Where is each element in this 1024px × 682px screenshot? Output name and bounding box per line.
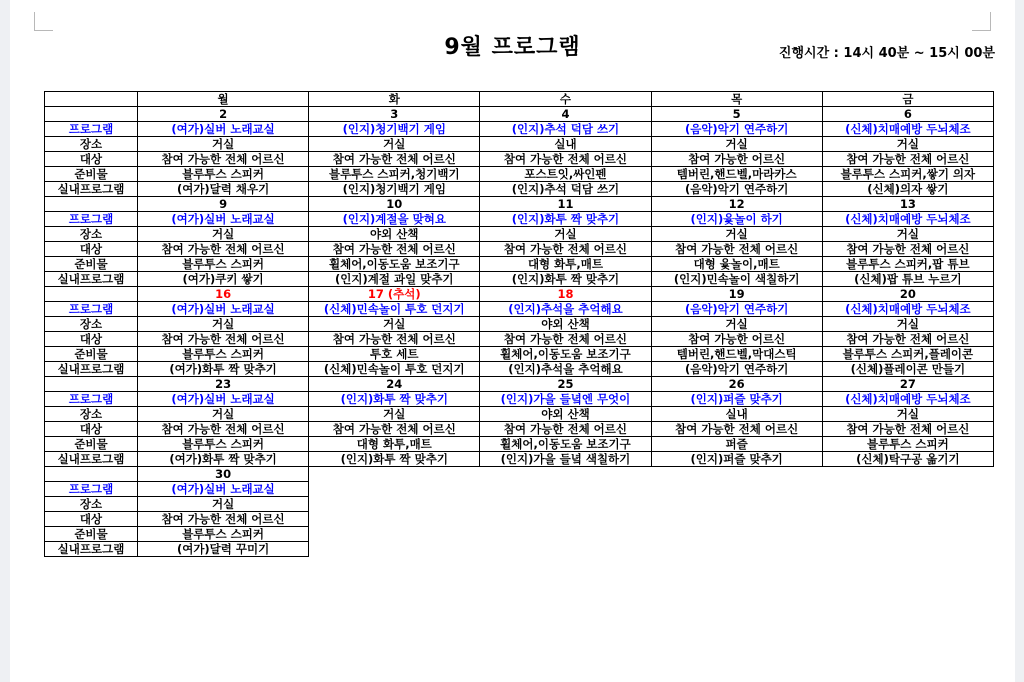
weekday-cell: 수	[480, 92, 651, 107]
supplies-label: 준비물	[45, 347, 138, 362]
time-info: 진행시간 : 14시 40분 ~ 15시 00분	[778, 46, 995, 61]
supplies-cell: 휠체어,이동도움 보조기구	[309, 257, 480, 272]
date-cell: 25	[480, 377, 651, 392]
program-label: 프로그램	[45, 392, 138, 407]
place-cell: 거실	[822, 317, 993, 332]
place-cell: 거실	[309, 137, 480, 152]
program-cell: (인지)퍼즐 맞추기	[651, 392, 822, 407]
week-2-date-row	[45, 197, 994, 212]
date-cell: 19	[651, 287, 822, 302]
place-cell: 야외 산책	[480, 407, 651, 422]
target-cell: 참여 가능한 전체 어르신	[480, 422, 651, 437]
date-cell: 11	[480, 197, 651, 212]
date-label-cell	[45, 377, 138, 392]
supplies-label: 준비물	[45, 167, 138, 182]
indoor-program-cell: (여가)달력 꾸미기	[138, 542, 309, 557]
week-3-indoor-program-row	[45, 362, 994, 377]
place-cell: 거실	[651, 137, 822, 152]
date-cell: 16	[138, 287, 309, 302]
supplies-cell: 대형 윷놀이,매트	[651, 257, 822, 272]
program-cell: (신체)치매예방 두뇌체조	[822, 122, 993, 137]
supplies-cell: 블루투스 스피커	[138, 167, 309, 182]
empty-cell	[309, 542, 480, 557]
week-3-target-row	[45, 332, 994, 347]
target-cell: 참여 가능한 전체 어르신	[138, 242, 309, 257]
program-label: 프로그램	[45, 302, 138, 317]
target-cell: 참여 가능한 전체 어르신	[822, 242, 993, 257]
target-cell: 참여 가능한 전체 어르신	[138, 422, 309, 437]
target-cell: 참여 가능한 전체 어르신	[138, 332, 309, 347]
empty-cell	[480, 512, 651, 527]
page-corner-mark	[972, 12, 991, 31]
empty-cell	[309, 497, 480, 512]
target-cell: 참여 가능한 전체 어르신	[480, 332, 651, 347]
supplies-cell: 블루투스 스피커	[138, 257, 309, 272]
place-cell: 거실	[138, 407, 309, 422]
program-cell: (신체)치매예방 두뇌체조	[822, 212, 993, 227]
date-label-cell	[45, 287, 138, 302]
empty-cell	[651, 512, 822, 527]
date-label-cell	[45, 107, 138, 122]
supplies-label: 준비물	[45, 437, 138, 452]
place-label: 장소	[45, 497, 138, 512]
target-cell: 참여 가능한 전체 어르신	[480, 152, 651, 167]
place-label: 장소	[45, 407, 138, 422]
empty-cell	[822, 467, 993, 482]
indoor-program-cell: (신체)의자 쌓기	[822, 182, 993, 197]
target-cell: 참여 가능한 어르신	[651, 152, 822, 167]
date-cell: 30	[138, 467, 309, 482]
indoor-program-label: 실내프로그램	[45, 452, 138, 467]
empty-cell	[822, 482, 993, 497]
week-4-place-row	[45, 407, 994, 422]
program-label: 프로그램	[45, 212, 138, 227]
indoor-program-cell: (인지)계절 과일 맞추기	[309, 272, 480, 287]
target-cell: 참여 가능한 전체 어르신	[822, 422, 993, 437]
document-page	[10, 0, 1015, 682]
indoor-program-cell: (신체)민속놀이 투호 던지기	[309, 362, 480, 377]
schedule-table	[44, 91, 994, 557]
supplies-cell: 블루투스 스피커,플레이콘	[822, 347, 993, 362]
date-cell: 23	[138, 377, 309, 392]
week-3-place-row	[45, 317, 994, 332]
week-1-program-row	[45, 122, 994, 137]
supplies-label: 준비물	[45, 527, 138, 542]
date-cell: 18	[480, 287, 651, 302]
indoor-program-cell: (음악)악기 연주하기	[651, 182, 822, 197]
program-cell: (신체)치매예방 두뇌체조	[822, 302, 993, 317]
week-5-place-row	[45, 497, 994, 512]
supplies-cell: 대형 화투,매트	[480, 257, 651, 272]
place-label: 장소	[45, 137, 138, 152]
date-cell: 3	[309, 107, 480, 122]
place-cell: 실내	[480, 137, 651, 152]
week-1-place-row	[45, 137, 994, 152]
empty-cell	[822, 497, 993, 512]
indoor-program-cell: (인지)화투 짝 맞추기	[309, 452, 480, 467]
supplies-cell: 템버린,핸드벨,막대스틱	[651, 347, 822, 362]
target-cell: 참여 가능한 전체 어르신	[651, 422, 822, 437]
week-5-date-row	[45, 467, 994, 482]
program-label: 프로그램	[45, 122, 138, 137]
indoor-program-cell: (여가)화투 짝 맞추기	[138, 452, 309, 467]
program-cell: (여가)실버 노래교실	[138, 392, 309, 407]
empty-cell	[822, 542, 993, 557]
program-cell: (인지)계절을 맞혀요	[309, 212, 480, 227]
supplies-cell: 투호 세트	[309, 347, 480, 362]
target-cell: 참여 가능한 전체 어르신	[309, 332, 480, 347]
week-1-indoor-program-row	[45, 182, 994, 197]
target-cell: 참여 가능한 전체 어르신	[651, 242, 822, 257]
program-cell: (여가)실버 노래교실	[138, 122, 309, 137]
supplies-cell: 휠체어,이동도움 보조기구	[480, 437, 651, 452]
week-3-program-row	[45, 302, 994, 317]
week-5-indoor-program-row	[45, 542, 994, 557]
indoor-program-label: 실내프로그램	[45, 542, 138, 557]
place-cell: 거실	[822, 137, 993, 152]
date-cell: 27	[822, 377, 993, 392]
empty-cell	[480, 542, 651, 557]
empty-cell	[480, 527, 651, 542]
week-3-supplies-row	[45, 347, 994, 362]
supplies-cell: 블루투스 스피커,청기백기	[309, 167, 480, 182]
place-cell: 거실	[651, 317, 822, 332]
empty-cell	[822, 527, 993, 542]
target-cell: 참여 가능한 전체 어르신	[309, 242, 480, 257]
empty-cell	[309, 527, 480, 542]
supplies-cell: 블루투스 스피커	[138, 437, 309, 452]
program-cell: (인지)화투 짝 맞추기	[480, 212, 651, 227]
place-cell: 거실	[480, 227, 651, 242]
place-label: 장소	[45, 227, 138, 242]
target-label: 대상	[45, 152, 138, 167]
place-cell: 실내	[651, 407, 822, 422]
target-cell: 참여 가능한 어르신	[651, 332, 822, 347]
week-4-date-row	[45, 377, 994, 392]
week-2-supplies-row	[45, 257, 994, 272]
empty-cell	[822, 512, 993, 527]
supplies-cell: 블루투스 스피커,쌓기 의자	[822, 167, 993, 182]
program-cell: (음악)악기 연주하기	[651, 122, 822, 137]
week-2-program-row	[45, 212, 994, 227]
supplies-cell: 블루투스 스피커	[138, 347, 309, 362]
target-cell: 참여 가능한 전체 어르신	[480, 242, 651, 257]
target-cell: 참여 가능한 전체 어르신	[138, 152, 309, 167]
header-corner-cell	[45, 92, 138, 107]
program-cell: (인지)청기백기 게임	[309, 122, 480, 137]
program-cell: (인지)윷놀이 하기	[651, 212, 822, 227]
weekday-cell: 목	[651, 92, 822, 107]
empty-cell	[480, 482, 651, 497]
date-cell: 20	[822, 287, 993, 302]
empty-cell	[651, 497, 822, 512]
indoor-program-cell: (신체)플레이콘 만들기	[822, 362, 993, 377]
place-cell: 거실	[309, 407, 480, 422]
week-1-supplies-row	[45, 167, 994, 182]
date-label-cell	[45, 467, 138, 482]
target-cell: 참여 가능한 전체 어르신	[138, 512, 309, 527]
indoor-program-label: 실내프로그램	[45, 362, 138, 377]
date-label-cell	[45, 197, 138, 212]
weekday-cell: 금	[822, 92, 993, 107]
week-5-supplies-row	[45, 527, 994, 542]
weekday-header-row	[45, 92, 994, 107]
week-3-date-row	[45, 287, 994, 302]
week-2-indoor-program-row	[45, 272, 994, 287]
supplies-cell: 템버린,핸드벨,마라카스	[651, 167, 822, 182]
program-cell: (인지)가을 들녘엔 무엇이	[480, 392, 651, 407]
target-cell: 참여 가능한 전체 어르신	[309, 422, 480, 437]
empty-cell	[651, 527, 822, 542]
date-cell: 10	[309, 197, 480, 212]
indoor-program-cell: (인지)추석을 추억해요	[480, 362, 651, 377]
date-cell: 4	[480, 107, 651, 122]
target-label: 대상	[45, 422, 138, 437]
weekday-cell: 월	[138, 92, 309, 107]
place-cell: 거실	[822, 227, 993, 242]
program-label: 프로그램	[45, 482, 138, 497]
week-4-indoor-program-row	[45, 452, 994, 467]
indoor-program-cell: (신체)팝 튜브 누르기	[822, 272, 993, 287]
empty-cell	[480, 467, 651, 482]
indoor-program-cell: (인지)퍼즐 맞추기	[651, 452, 822, 467]
indoor-program-cell: (인지)가을 들녘 색칠하기	[480, 452, 651, 467]
week-4-target-row	[45, 422, 994, 437]
place-cell: 거실	[651, 227, 822, 242]
program-cell: (여가)실버 노래교실	[138, 212, 309, 227]
indoor-program-cell: (여가)쿠키 쌓기	[138, 272, 309, 287]
weekday-cell: 화	[309, 92, 480, 107]
target-label: 대상	[45, 512, 138, 527]
place-cell: 거실	[822, 407, 993, 422]
date-cell: 13	[822, 197, 993, 212]
program-cell: (신체)치매예방 두뇌체조	[822, 392, 993, 407]
date-cell: 24	[309, 377, 480, 392]
indoor-program-cell: (인지)청기백기 게임	[309, 182, 480, 197]
place-cell: 야외 산책	[309, 227, 480, 242]
program-cell: (음악)악기 연주하기	[651, 302, 822, 317]
week-2-target-row	[45, 242, 994, 257]
date-cell: 12	[651, 197, 822, 212]
date-cell: 2	[138, 107, 309, 122]
page-corner-mark	[34, 12, 53, 31]
target-cell: 참여 가능한 전체 어르신	[822, 152, 993, 167]
program-cell: (인지)추석을 추억해요	[480, 302, 651, 317]
place-cell: 거실	[138, 227, 309, 242]
place-cell: 거실	[138, 317, 309, 332]
supplies-cell: 블루투스 스피커	[138, 527, 309, 542]
empty-cell	[309, 512, 480, 527]
indoor-program-label: 실내프로그램	[45, 182, 138, 197]
place-cell: 야외 산책	[480, 317, 651, 332]
target-cell: 참여 가능한 전체 어르신	[309, 152, 480, 167]
week-5-program-row	[45, 482, 994, 497]
indoor-program-cell: (인지)민속놀이 색칠하기	[651, 272, 822, 287]
program-cell: (신체)민속놀이 투호 던지기	[309, 302, 480, 317]
week-4-program-row	[45, 392, 994, 407]
date-cell: 6	[822, 107, 993, 122]
empty-cell	[651, 542, 822, 557]
supplies-cell: 블루투스 스피커	[822, 437, 993, 452]
page-title: 9월 프로그램	[444, 35, 581, 60]
empty-cell	[651, 482, 822, 497]
date-cell: 5	[651, 107, 822, 122]
indoor-program-cell: (인지)화투 짝 맞추기	[480, 272, 651, 287]
supplies-label: 준비물	[45, 257, 138, 272]
week-5-target-row	[45, 512, 994, 527]
week-4-supplies-row	[45, 437, 994, 452]
week-1-date-row	[45, 107, 994, 122]
program-cell: (인지)추석 덕담 쓰기	[480, 122, 651, 137]
week-2-place-row	[45, 227, 994, 242]
program-cell: (여가)실버 노래교실	[138, 302, 309, 317]
program-cell: (인지)화투 짝 맞추기	[309, 392, 480, 407]
target-label: 대상	[45, 332, 138, 347]
indoor-program-cell: (인지)추석 덕담 쓰기	[480, 182, 651, 197]
empty-cell	[480, 497, 651, 512]
indoor-program-cell: (신체)탁구공 옮기기	[822, 452, 993, 467]
date-cell: 9	[138, 197, 309, 212]
supplies-cell: 포스트잇,싸인펜	[480, 167, 651, 182]
indoor-program-cell: (여가)달력 채우기	[138, 182, 309, 197]
week-1-target-row	[45, 152, 994, 167]
indoor-program-cell: (여가)화투 짝 맞추기	[138, 362, 309, 377]
empty-cell	[309, 482, 480, 497]
empty-cell	[309, 467, 480, 482]
supplies-cell: 휠체어,이동도움 보조기구	[480, 347, 651, 362]
place-label: 장소	[45, 317, 138, 332]
supplies-cell: 대형 화투,매트	[309, 437, 480, 452]
supplies-cell: 퍼즐	[651, 437, 822, 452]
place-cell: 거실	[309, 317, 480, 332]
date-cell: 17 (추석)	[309, 287, 480, 302]
supplies-cell: 블루투스 스피커,팝 튜브	[822, 257, 993, 272]
indoor-program-label: 실내프로그램	[45, 272, 138, 287]
target-label: 대상	[45, 242, 138, 257]
program-cell: (여가)실버 노래교실	[138, 482, 309, 497]
date-cell: 26	[651, 377, 822, 392]
indoor-program-cell: (음악)악기 연주하기	[651, 362, 822, 377]
place-cell: 거실	[138, 497, 309, 512]
place-cell: 거실	[138, 137, 309, 152]
empty-cell	[651, 467, 822, 482]
target-cell: 참여 가능한 전체 어르신	[822, 332, 993, 347]
